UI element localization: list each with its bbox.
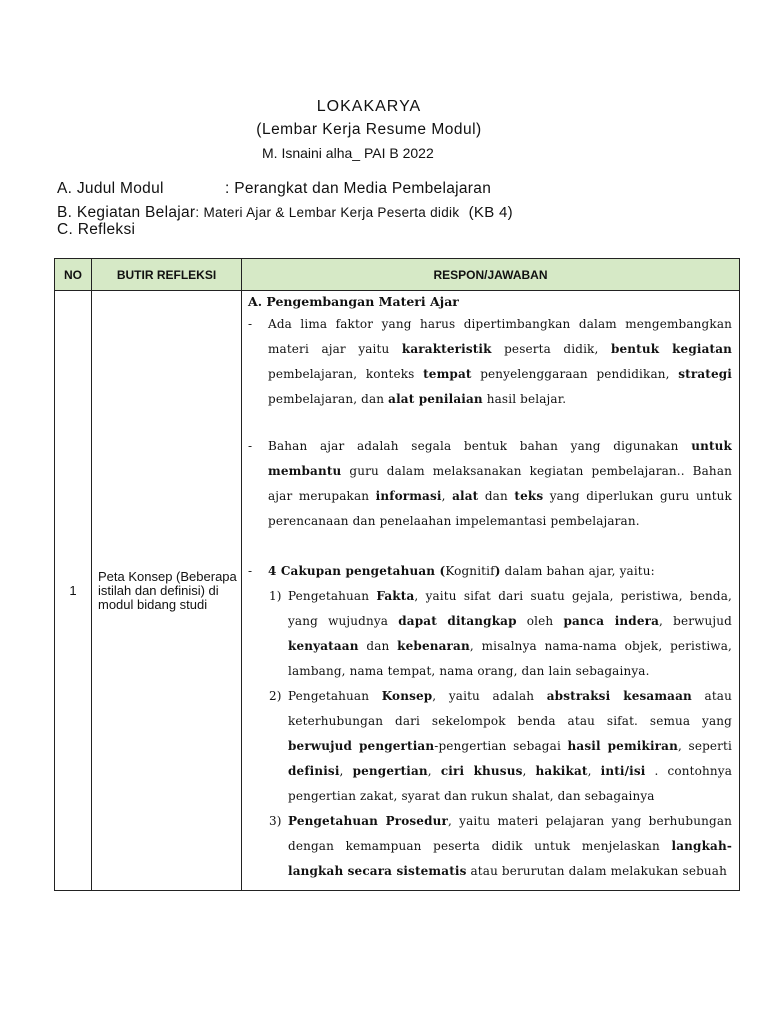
document-title: LOKAKARYA xyxy=(316,98,422,115)
section-title: A. Pengembangan Materi Ajar xyxy=(248,294,459,309)
bullet-dash: - xyxy=(248,564,253,578)
table-row xyxy=(55,291,740,891)
bullet-cakupan: - 4 Cakupan pengetahuan (Kognitif) dalam bahan ajar, yaitu: xyxy=(248,559,732,584)
row-number: 1 xyxy=(55,291,92,891)
learning-activity-row xyxy=(57,204,513,222)
reflection-label: C. Refleksi xyxy=(57,221,136,238)
list-item-fakta: 1) Pengetahuan Fakta, yaitu sifat dari suatu gejala, peristiwa, benda, yang wujudnya dapat ditangkap oleh panca indera, berwujud kenyataan dan kebenaran, misalnya nama-nama objek, peristiwa, lambang, nama tempat, nama orang, dan lain sebagainya. xyxy=(269,589,733,678)
module-title-value: : Perangkat dan Media Pembelajaran xyxy=(225,180,492,197)
bullet-dash: - xyxy=(248,439,253,453)
table-header-row xyxy=(55,259,740,291)
list-item-prosedur: 3) Pengetahuan Prosedur, yaitu materi pelajaran yang berhubungan dengan kemampuan peserta didik untuk menjelaskan langkah-langkah secara sistematis atau berurutan dalam melakukan sebuah xyxy=(269,814,732,878)
row-response xyxy=(242,291,740,891)
bullet-bahan-ajar: - Bahan ajar adalah segala bentuk bahan yang digunakan untuk membantu guru dalam melaksanakan kegiatan pembelajaran.. Bahan ajar merupakan informasi, alat dan teks yang diperlukan guru untuk perencanaan dan penelaahan impelemantasi pembelajaran. xyxy=(248,434,732,534)
learning-activity-value: : Materi Ajar & Lembar Kerja Peserta didik xyxy=(195,205,460,220)
learning-activity-label: B. Kegiatan Belajar xyxy=(57,204,196,221)
author-line: M. Isnaini alha_ PAI B 2022 xyxy=(262,145,434,161)
document-subtitle: (Lembar Kerja Resume Modul) xyxy=(256,121,482,138)
module-title-label: A. Judul Modul xyxy=(57,180,164,197)
row-butir: Peta Konsep (Beberapa istilah dan definisi) di modul bidang studi xyxy=(92,291,242,891)
header-respon: RESPON/JAWABAN xyxy=(242,259,740,291)
learning-activity-kb: (KB 4) xyxy=(468,204,513,221)
bullet-five-factors: - Ada lima faktor yang harus dipertimbangkan dalam mengembangkan materi ajar yaitu karakteristik peserta didik, bentuk kegiatan pembelajaran, konteks tempat penyelenggaraan pendidikan, strategi pembelajaran, dan alat penilaian hasil belajar. xyxy=(248,312,732,412)
module-title-row xyxy=(57,180,491,198)
header-no: NO xyxy=(55,259,92,291)
bullet-dash: - xyxy=(248,317,253,331)
list-item-konsep: 2) Pengetahuan Konsep, yaitu adalah abstraksi kesamaan atau keterhubungan dari sekelompok benda atau sifat. semua yang berwujud pengertian-pengertian sebagai hasil pemikiran, seperti definisi, pengertian, ciri khusus, hakikat, inti/isi . contohnya pengertian zakat, syarat dan rukun shalat, dan sebagainya xyxy=(269,689,733,803)
reflection-table xyxy=(54,258,740,891)
header-butir: BUTIR REFLEKSI xyxy=(92,259,242,291)
